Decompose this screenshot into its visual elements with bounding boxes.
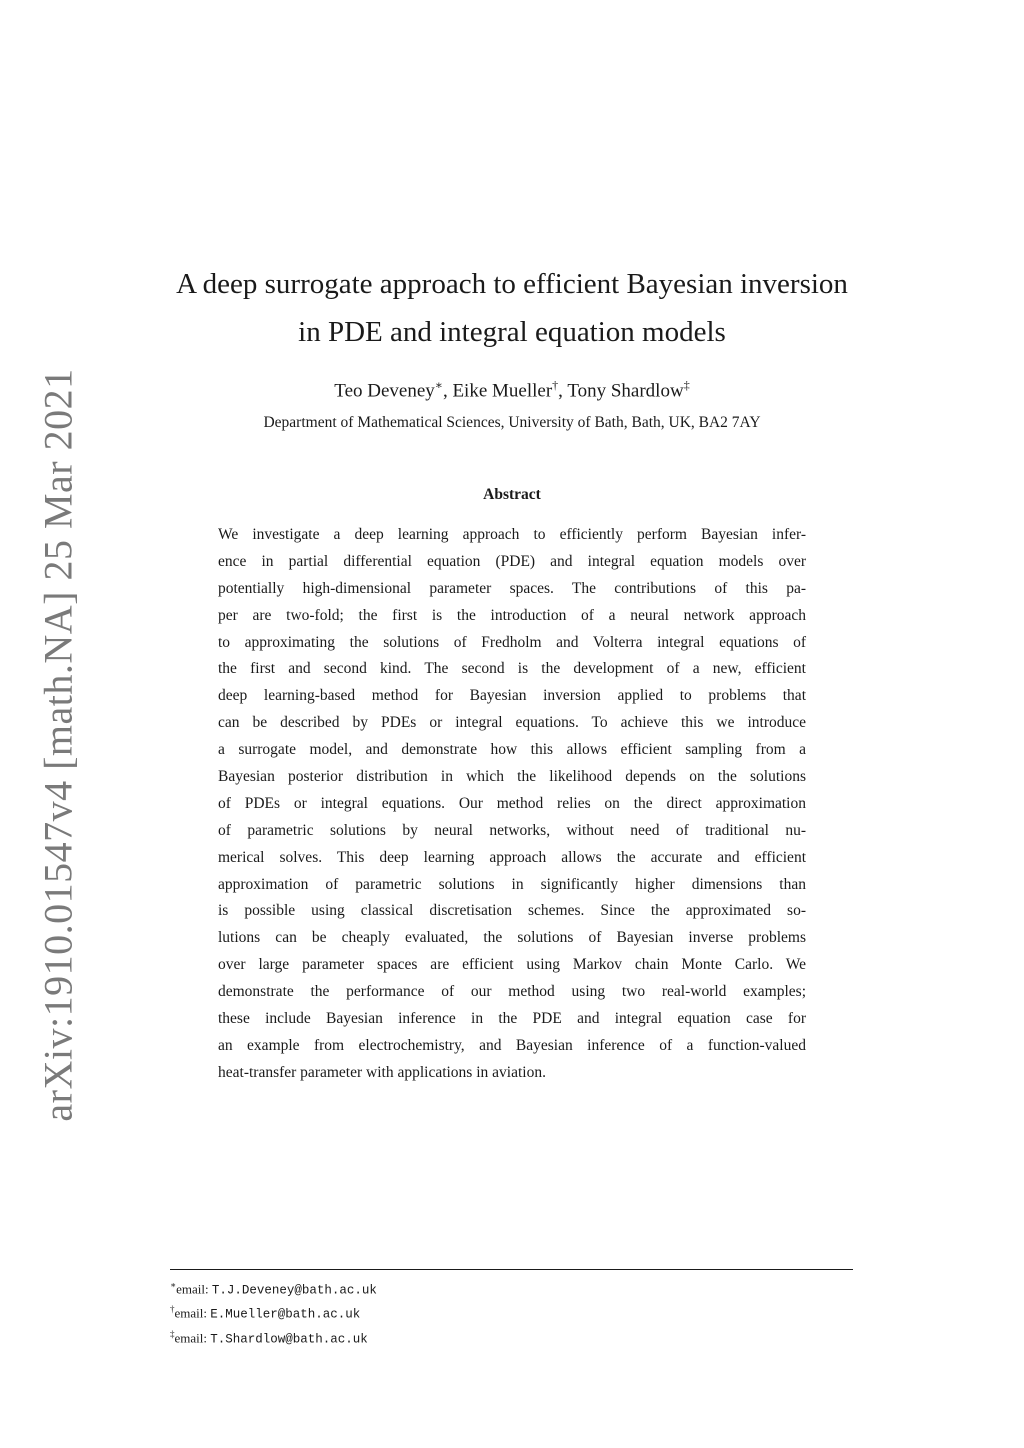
paper-title — [140, 260, 884, 356]
abstract-line: can be described by PDEs or integral equations. To achieve this we introduce — [218, 714, 806, 732]
footnote-label: email: — [174, 1305, 207, 1321]
abstract-line: a surrogate model, and demonstrate how this allows efficient sampling from a — [218, 741, 806, 759]
author-separator: , — [442, 380, 453, 402]
footnote-mark: ∗ — [170, 1280, 177, 1290]
abstract-body — [218, 522, 806, 1087]
abstract-line: merical solves. This deep learning approach allows the accurate and efficient — [218, 848, 806, 866]
abstract-line: We investigate a deep learning approach to efficiently perform Bayesian infer- — [218, 526, 806, 543]
footnotes — [170, 1276, 377, 1349]
footnote-label: email: — [176, 1281, 209, 1297]
abstract-line: of PDEs or integral equations. Our method relies on the direct approximation — [218, 794, 806, 812]
author-separator: , — [558, 380, 568, 402]
abstract-line: is possible using classical discretisation schemes. Since the approximated so- — [218, 902, 806, 920]
author-name: Teo Deveney — [334, 380, 435, 402]
author-affiliation: Department of Mathematical Sciences, University of Bath, Bath, UK, BA2 7AY — [263, 414, 761, 431]
author-footnote-mark: ∗ — [434, 378, 443, 392]
footnote-mark: ‡ — [170, 1328, 175, 1339]
abstract-line: demonstrate the performance of our method using two real-world examples; — [218, 983, 806, 1001]
abstract-line: an example from electrochemistry, and Bayesian inference of a function-valued — [218, 1036, 806, 1054]
paper-title-line-1: A deep surrogate approach to efficient Bayesian inversion — [176, 268, 848, 300]
footnote-divider — [170, 1269, 853, 1270]
author-name: Tony Shardlow — [567, 380, 684, 402]
email-address: T.Shardlow@bath.ac.uk — [210, 1331, 368, 1346]
abstract-line: these include Bayesian inference in the PDE and integral equation case for — [218, 1010, 806, 1028]
abstract-line: deep learning-based method for Bayesian inversion applied to problems that — [218, 687, 806, 705]
abstract-line: of parametric solutions by neural networks, without need of traditional nu- — [218, 821, 806, 839]
footnote-email — [170, 1276, 377, 1300]
footnote-mark: † — [170, 1304, 175, 1315]
abstract-line: the first and second kind. The second is the development of a new, efficient — [218, 660, 806, 678]
abstract-line: approximation of parametric solutions in significantly higher dimensions than — [218, 875, 806, 893]
author-name: Eike Mueller — [452, 380, 553, 402]
abstract-line: over large parameter spaces are efficient using Markov chain Monte Carlo. We — [218, 956, 806, 974]
abstract-line: per are two-fold; the first is the introduction of a neural network approach — [218, 606, 806, 624]
abstract-line: potentially high-dimensional parameter spaces. The contributions of this pa- — [218, 579, 806, 597]
footnote-email — [170, 1300, 377, 1324]
footnote-email — [170, 1325, 377, 1349]
author-footnote-mark: ‡ — [683, 378, 690, 392]
abstract-line: ence in partial differential equation (PDE) and integral equation models over — [218, 552, 806, 570]
paper-title-line-2: in PDE and integral equation models — [298, 316, 726, 348]
abstract-line: Bayesian posterior distribution in which the likelihood depends on the solutions — [218, 768, 806, 786]
abstract-line: heat-transfer parameter with applications in aviation. — [218, 1063, 546, 1081]
email-address: E.Mueller@bath.ac.uk — [210, 1307, 361, 1322]
abstract-line: to approximating the solutions of Fredholm and Volterra integral equations of — [218, 633, 806, 651]
author-list — [140, 378, 884, 402]
arxiv-identifier-stamp: arXiv:1910.01547v4 [math.NA] 25 Mar 2021 — [35, 368, 81, 1122]
author-footnote-mark: † — [552, 378, 559, 392]
abstract-heading: Abstract — [483, 486, 541, 503]
email-address: T.J.Deveney@bath.ac.uk — [211, 1283, 377, 1298]
footnote-label: email: — [174, 1329, 207, 1345]
abstract-line: lutions can be cheaply evaluated, the solutions of Bayesian inverse problems — [218, 929, 806, 947]
